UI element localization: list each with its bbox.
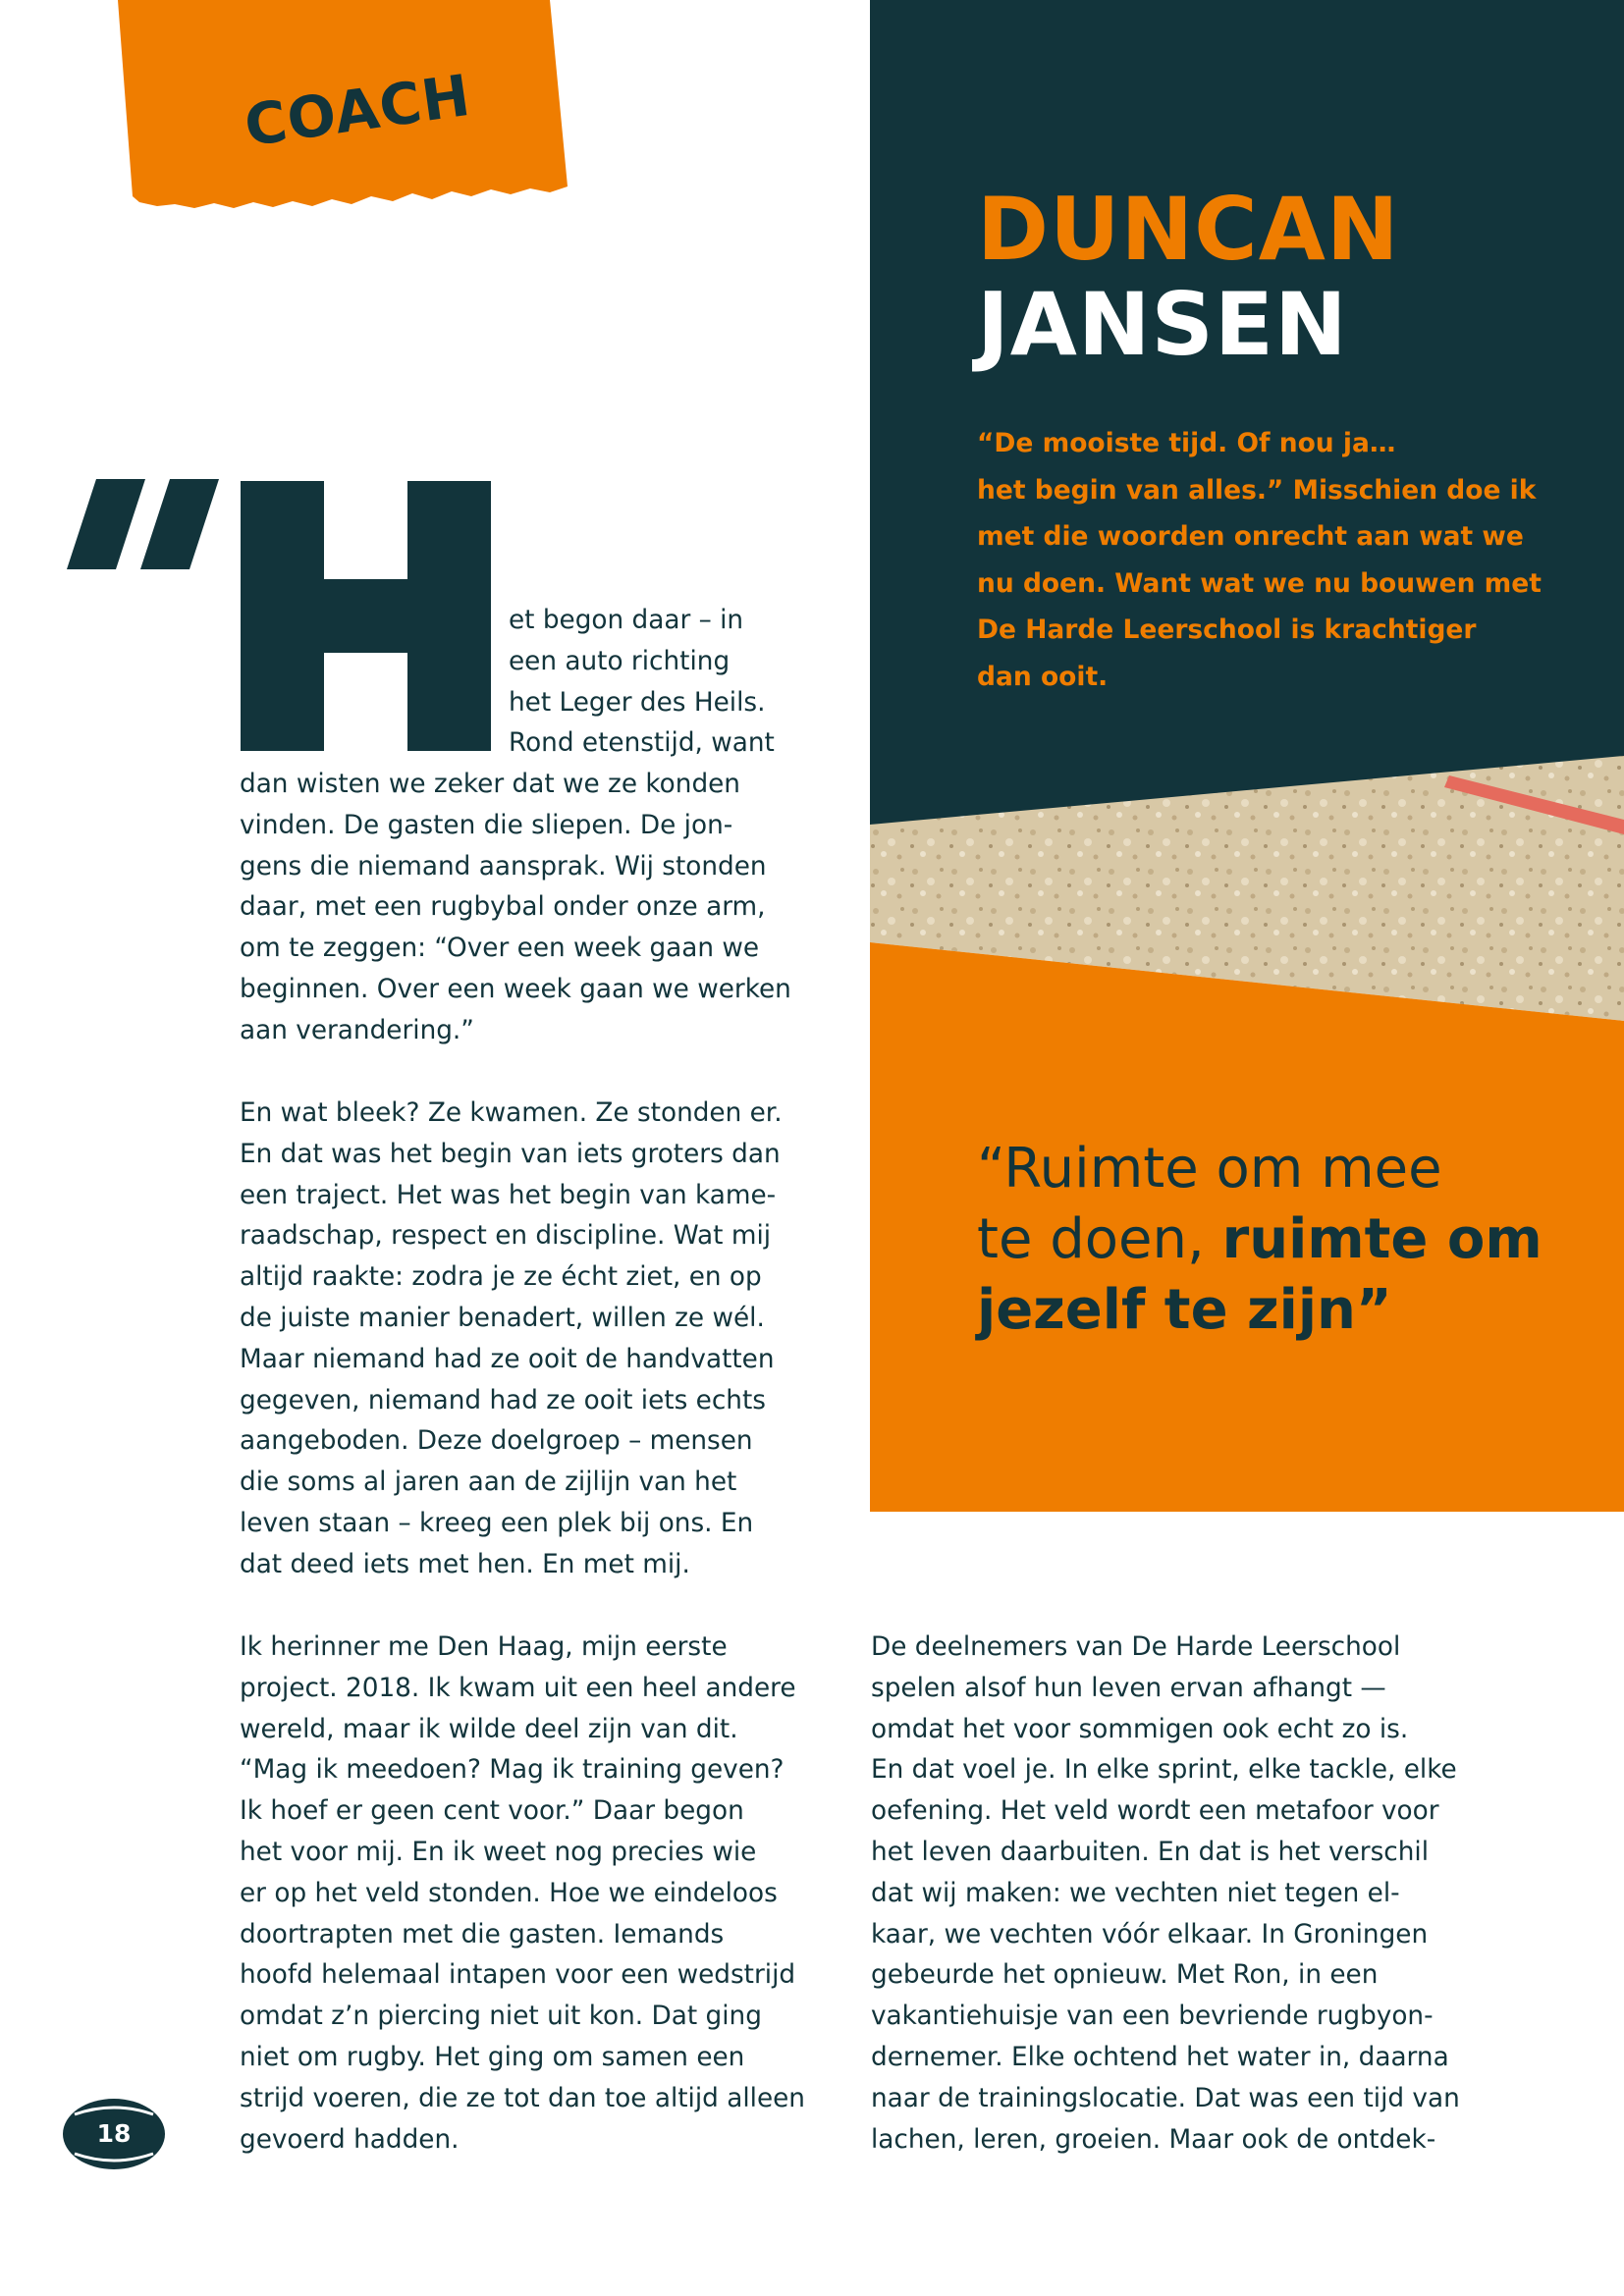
intro-quote <box>977 420 1542 700</box>
text-line: De deelnemers van De Harde Leerschool <box>871 1632 1401 1662</box>
intro-quote-line: met die woorden onrecht aan wat we <box>977 521 1524 552</box>
text-line: En dat was het begin van iets groters dan <box>240 1139 781 1169</box>
text-line: omdat het voor sommigen ook echt zo is. <box>871 1714 1409 1744</box>
pull-quote-bold: jezelf te zijn” <box>977 1278 1392 1342</box>
text-line: naar de trainingslocatie. Dat was een tijd van <box>871 2083 1460 2113</box>
text-line: niet om rugby. Het ging om samen een <box>240 2042 745 2072</box>
text-line: die soms al jaren aan de zijlijn van het <box>240 1468 737 1498</box>
pull-quote <box>977 1134 1566 1346</box>
intro-quote-line: De Harde Leerschool is krachtiger <box>977 614 1477 645</box>
text-line: het voor mij. En ik weet nog precies wie <box>240 1837 757 1867</box>
text-line: omdat z’n piercing niet uit kon. Dat ging <box>240 2002 762 2032</box>
intro-quote-line: het begin van alles.” Misschien doe ik <box>977 474 1537 506</box>
text-line: Maar niemand had ze ooit de handvatten <box>240 1344 775 1374</box>
quote-mark-icon <box>67 479 224 577</box>
pull-quote-bold: ruimte om <box>1221 1207 1543 1271</box>
paragraph-1-intro <box>509 601 775 765</box>
paragraph-3 <box>240 1628 805 2161</box>
drop-cap-letter <box>241 481 496 751</box>
text-line: een traject. Het was het begin van kame- <box>240 1180 777 1210</box>
text-line: aan verandering.” <box>240 1015 474 1045</box>
text-line: dat wij maken: we vechten niet tegen el- <box>871 1878 1400 1908</box>
text-line: daar, met een rugbybal onder onze arm, <box>240 892 766 923</box>
text-line: hoofd helemaal intapen voor een wedstrijd <box>240 1960 796 1991</box>
text-line: er op het veld stonden. Hoe we eindeloos <box>240 1878 778 1908</box>
intro-quote-line: dan ooit. <box>977 661 1109 692</box>
sand-photo-and-quote-panel <box>870 746 1624 1512</box>
text-line: vakantiehuisje van een bevriende rugbyon- <box>871 2002 1434 2032</box>
coach-label: COACH <box>241 61 475 160</box>
pull-quote-line-1: “Ruimte om mee <box>977 1137 1442 1201</box>
text-line: oefening. Het veld wordt een metafoor voor <box>871 1796 1439 1827</box>
text-line: spelen alsof hun leven ervan afhangt — <box>871 1673 1386 1703</box>
text-line: dernemer. Elke ochtend het water in, daarna <box>871 2042 1449 2072</box>
text-line: om te zeggen: “Over een week gaan we <box>240 934 760 964</box>
text-line: Ik herinner me Den Haag, mijn eerste <box>240 1632 728 1662</box>
text-line: het Leger des Heils. <box>509 687 766 718</box>
text-line: raadschap, respect en discipline. Wat mij <box>240 1221 772 1252</box>
last-name-heading: JANSEN <box>977 274 1348 375</box>
intro-quote-line: nu doen. Want wat we nu bouwen met <box>977 567 1542 599</box>
text-line: Rond etenstijd, want <box>509 728 775 759</box>
header-panel <box>870 0 1624 825</box>
text-line: Ik hoef er geen cent voor.” Daar begon <box>240 1796 744 1827</box>
paragraph-2 <box>240 1094 783 1586</box>
text-line: dan wisten we zeker dat we ze konden <box>240 770 740 799</box>
intro-quote-line: “De mooiste tijd. Of nou ja… <box>977 428 1396 458</box>
text-line: lachen, leren, groeien. Maar ook de ontdek- <box>871 2124 1436 2155</box>
coach-tag <box>118 0 569 221</box>
page-number: 18 <box>96 2119 132 2148</box>
text-line: “Mag ik meedoen? Mag ik training geven? <box>240 1755 785 1786</box>
text-line: et begon daar – in <box>509 606 744 635</box>
text-line: gens die niemand aansprak. Wij stonden <box>240 851 767 881</box>
text-line: het leven daarbuiten. En dat is het verschil <box>871 1837 1430 1867</box>
text-line: aangeboden. Deze doelgroep – mensen <box>240 1426 753 1457</box>
text-line: gegeven, niemand had ze ooit iets echts <box>240 1385 766 1415</box>
text-line: wereld, maar ik wilde deel zijn van dit. <box>240 1714 738 1744</box>
text-line: doortrapten met die gasten. Iemands <box>240 1919 725 1949</box>
text-line: leven staan – kreeg een plek bij ons. En <box>240 1508 754 1538</box>
text-line: strijd voeren, die ze tot dan toe altijd alleen <box>240 2083 805 2113</box>
first-name-heading: DUNCAN <box>977 179 1400 280</box>
paragraph-1 <box>240 765 791 1052</box>
pull-quote-line-3 <box>977 1275 1566 1346</box>
text-line: En dat voel je. In elke sprint, elke tackle, elke <box>871 1755 1457 1786</box>
text-line: een auto richting <box>509 646 731 676</box>
text-line: vinden. De gasten die sliepen. De jon- <box>240 810 733 840</box>
text-line: dat deed iets met hen. En met mij. <box>240 1549 690 1579</box>
text-line: beginnen. Over een week gaan we werken <box>240 974 791 1004</box>
text-line: altijd raakte: zodra je ze écht ziet, en op <box>240 1262 762 1293</box>
pull-quote-line-2 <box>977 1204 1566 1275</box>
text-line: gevoerd hadden. <box>240 2124 460 2155</box>
text-line: kaar, we vechten vóór elkaar. In Groningen <box>871 1919 1429 1949</box>
text-line: gebeurde het opnieuw. Met Ron, in een <box>871 1960 1379 1991</box>
paragraph-4 <box>871 1628 1460 2161</box>
pull-quote-regular: te doen, <box>977 1207 1222 1271</box>
text-line: de juiste manier benadert, willen ze wél. <box>240 1303 765 1333</box>
text-line: project. 2018. Ik kwam uit een heel andere <box>240 1673 796 1703</box>
text-line: En wat bleek? Ze kwamen. Ze stonden er. <box>240 1098 783 1128</box>
